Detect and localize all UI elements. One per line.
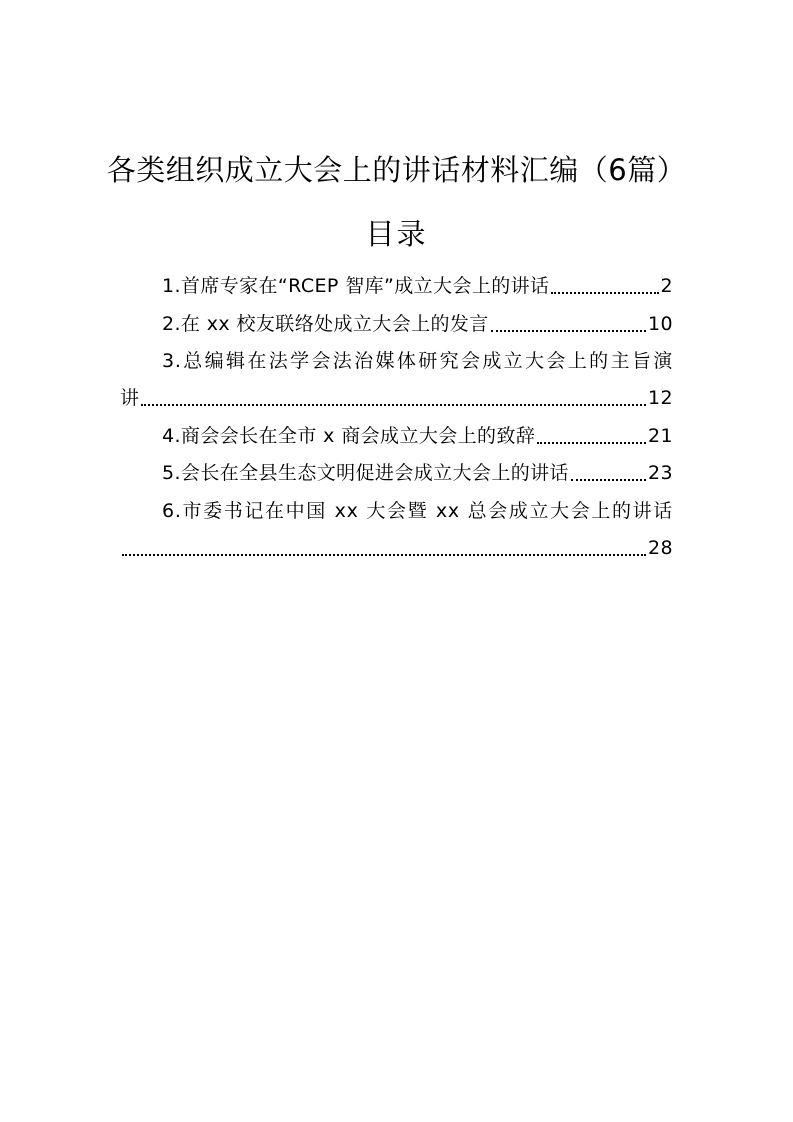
toc-entry-5[interactable]: [120, 458, 673, 488]
toc-entry-6-line-2[interactable]: [120, 533, 673, 563]
toc-entry-5-title: 5.会长在全县生态文明促进会成立大会上的讲话: [162, 462, 569, 484]
toc-entry-6-title: 6.市委书记在中国 xx 大会暨 xx 总会成立大会上的讲话: [162, 500, 673, 522]
toc-entry-2-page: 10: [648, 313, 673, 335]
toc-entry-3-title-cont: 讲: [120, 387, 140, 409]
toc-entry-5-page: 23: [648, 462, 673, 484]
toc-entry-3-line-1[interactable]: [120, 346, 673, 376]
toc-entry-4-title: 4.商会会长在全市 x 商会成立大会上的致辞: [162, 425, 536, 447]
toc-leader-dots: [139, 383, 648, 413]
toc-entry-2-title: 2.在 xx 校友联络处成立大会上的发言: [162, 313, 489, 335]
toc-leader-dots: [489, 309, 648, 339]
toc-entry-3-page: 12: [648, 387, 673, 409]
toc-heading: 目录: [365, 217, 428, 251]
document-title: 各类组织成立大会上的讲话材料汇编（6篇）: [106, 153, 687, 187]
table-of-contents: [120, 0, 673, 1122]
toc-entry-3-line-2[interactable]: [120, 383, 673, 413]
toc-leader-dots: [120, 533, 648, 563]
toc-entry-1[interactable]: [120, 271, 673, 301]
toc-entry-6-page: 28: [648, 537, 673, 559]
toc-leader-dots: [535, 421, 648, 451]
toc-leader-dots: [549, 271, 660, 301]
toc-entry-1-title: 1.首席专家在“RCEP 智库”成立大会上的讲话: [162, 275, 550, 297]
toc-leader-dots: [569, 458, 648, 488]
toc-entry-1-page: 2: [660, 275, 673, 297]
toc-entry-4[interactable]: [120, 421, 673, 451]
toc-entry-3-title: 3.总编辑在法学会法治媒体研究会成立大会上的主旨演: [162, 350, 673, 372]
toc-entry-4-page: 21: [648, 425, 673, 447]
toc-entry-6-line-1[interactable]: [120, 496, 673, 526]
toc-entry-2[interactable]: [120, 309, 673, 339]
